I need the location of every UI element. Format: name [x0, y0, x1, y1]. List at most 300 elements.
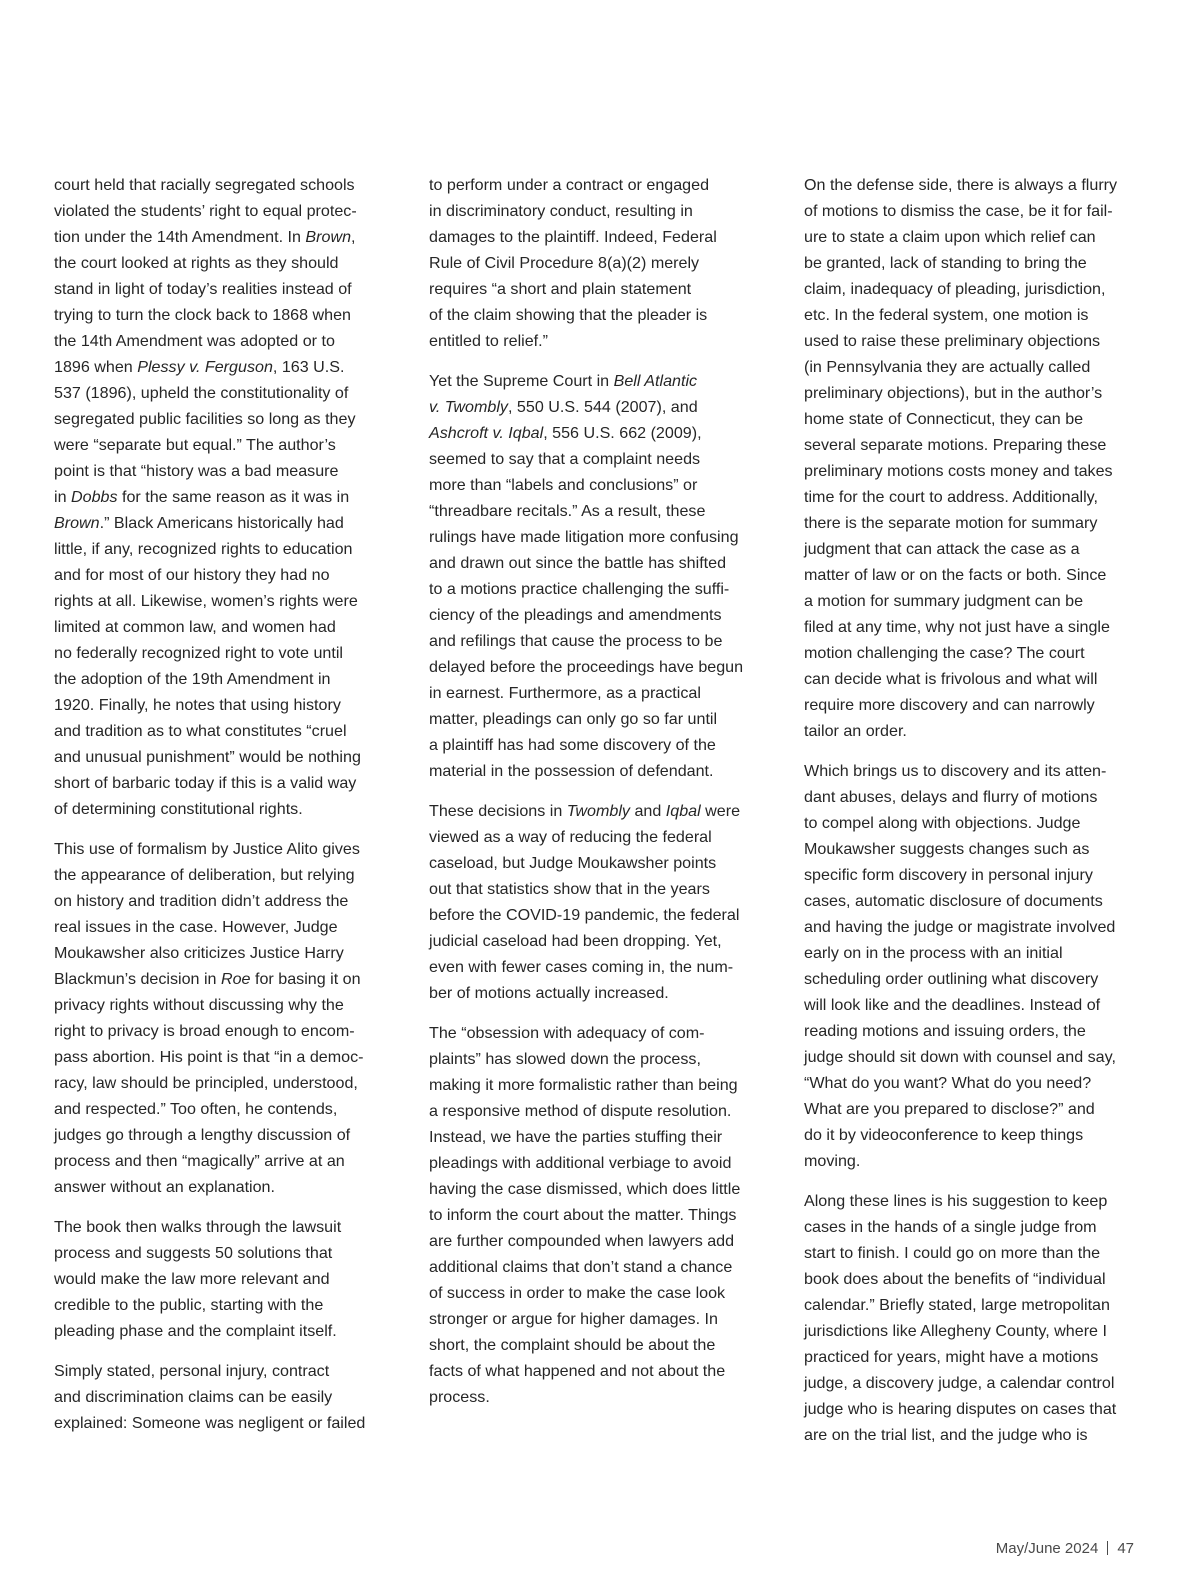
case-name-italic: Bell Atlantic — [613, 372, 698, 390]
text-segment: matter of law or on the facts or both. Since — [804, 566, 1107, 584]
text-line — [804, 1096, 1142, 1122]
text-segment: 537 (1896), upheld the constitutionality of — [54, 384, 349, 402]
text-segment: “threadbare recitals.” As a result, these — [429, 502, 706, 520]
text-line — [804, 380, 1142, 406]
text-line — [54, 744, 392, 770]
text-line — [804, 198, 1142, 224]
text-segment: jurisdictions like Allegheny County, where I — [804, 1322, 1107, 1340]
text-segment: there is the separate motion for summary — [804, 514, 1098, 532]
text-line — [54, 1214, 392, 1240]
text-segment: preliminary motions costs money and takes — [804, 462, 1113, 480]
text-segment: no federally recognized right to vote until — [54, 644, 343, 662]
text-segment: tion under the 14th Amendment. In — [54, 228, 306, 246]
text-segment: On the defense side, there is always a flurry — [804, 176, 1118, 194]
text-segment: judge should sit down with counsel and say, — [804, 1048, 1116, 1066]
text-segment: and having the judge or magistrate involved — [804, 918, 1116, 936]
text-line — [54, 1240, 392, 1266]
text-segment: short, the complaint should be about the — [429, 1336, 716, 1354]
text-segment: judgment that can attack the case as a — [804, 540, 1080, 558]
text-segment: Rule of Civil Procedure 8(a)(2) merely — [429, 254, 700, 272]
text-line — [429, 954, 767, 980]
text-line — [429, 198, 767, 224]
text-segment: filed at any time, why not just have a single — [804, 618, 1110, 636]
text-line — [804, 940, 1142, 966]
text-segment: used to raise these preliminary objections — [804, 332, 1101, 350]
text-segment: be granted, lack of standing to bring the — [804, 254, 1087, 272]
text-segment: ber of motions actually increased. — [429, 984, 669, 1002]
text-segment: rulings have made litigation more confusing — [429, 528, 739, 546]
text-line — [429, 654, 767, 680]
text-segment: out that statistics show that in the years — [429, 880, 710, 898]
text-segment: , 550 U.S. 544 (2007), and — [507, 398, 698, 416]
text-segment: and for most of our history they had no — [54, 566, 330, 584]
text-segment: to perform under a contract or engaged — [429, 176, 710, 194]
text-segment: of the claim showing that the pleader is — [429, 306, 708, 324]
text-segment: reading motions and issuing orders, the — [804, 1022, 1086, 1040]
text-line — [429, 498, 767, 524]
text-line — [804, 718, 1142, 744]
case-name-italic: Dobbs — [71, 488, 118, 506]
article-paragraph — [429, 798, 767, 1006]
text-segment: real issues in the case. However, Judge — [54, 918, 338, 936]
text-line — [429, 1098, 767, 1124]
text-segment: motion challenging the case? The court — [804, 644, 1085, 662]
text-segment: answer without an explanation. — [54, 1178, 275, 1196]
text-line — [804, 1422, 1142, 1448]
text-line — [429, 680, 767, 706]
text-segment: stronger or argue for higher damages. In — [429, 1310, 718, 1328]
text-segment: for the same reason as it was in — [117, 488, 350, 506]
text-segment: This use of formalism by Justice Alito gives — [54, 840, 360, 858]
text-column-middle — [429, 172, 767, 1410]
text-segment: before the COVID-19 pandemic, the federal — [429, 906, 740, 924]
text-line — [54, 302, 392, 328]
text-segment: of success in order to make the case look — [429, 1284, 726, 1302]
text-line — [429, 1306, 767, 1332]
text-line — [429, 1046, 767, 1072]
text-line — [54, 1358, 392, 1384]
text-segment: were — [700, 802, 741, 820]
text-line — [429, 1072, 767, 1098]
text-segment: early on in the process with an initial — [804, 944, 1063, 962]
text-segment: , 163 U.S. — [272, 358, 345, 376]
text-line — [804, 406, 1142, 432]
text-line — [804, 250, 1142, 276]
text-line — [804, 562, 1142, 588]
text-line — [804, 614, 1142, 640]
text-segment: entitled to relief.” — [429, 332, 548, 350]
text-line — [429, 550, 767, 576]
text-line — [429, 758, 767, 784]
text-line — [804, 784, 1142, 810]
text-segment: court held that racially segregated schools — [54, 176, 355, 194]
text-segment: cases, automatic disclosure of documents — [804, 892, 1103, 910]
page-footer — [996, 1540, 1134, 1557]
text-line — [54, 640, 392, 666]
text-line — [429, 628, 767, 654]
text-line — [54, 692, 392, 718]
text-segment: ciency of the pleadings and amendments — [429, 606, 722, 624]
case-name-italic: Brown — [305, 228, 352, 246]
text-line — [804, 302, 1142, 328]
text-segment: on history and tradition didn’t address the — [54, 892, 349, 910]
text-segment: preliminary objections), but in the author’s — [804, 384, 1103, 402]
text-segment: and refilings that cause the process to be — [429, 632, 723, 650]
text-line — [804, 1148, 1142, 1174]
text-segment: were “separate but equal.” The author’s — [54, 436, 336, 454]
text-column-left — [54, 172, 392, 1436]
text-segment: in — [54, 488, 71, 506]
page-number: 47 — [1117, 1540, 1134, 1557]
text-segment: practiced for years, might have a motions — [804, 1348, 1099, 1366]
text-line — [54, 328, 392, 354]
text-line — [429, 980, 767, 1006]
text-line — [429, 1020, 767, 1046]
text-segment: dant abuses, delays and flurry of motions — [804, 788, 1098, 806]
text-segment: having the case dismissed, which does little — [429, 1180, 741, 1198]
text-line — [54, 250, 392, 276]
text-line — [429, 394, 767, 420]
text-segment: (in Pennsylvania they are actually called — [804, 358, 1091, 376]
text-segment: material in the possession of defendant. — [429, 762, 714, 780]
text-segment: time for the court to address. Additionally, — [804, 488, 1099, 506]
text-segment: Simply stated, personal injury, contract — [54, 1362, 330, 1380]
text-segment: 1920. Finally, he notes that using history — [54, 696, 341, 714]
text-line — [804, 1188, 1142, 1214]
text-line — [804, 1122, 1142, 1148]
text-segment: specific form discovery in personal injury — [804, 866, 1093, 884]
text-line — [429, 250, 767, 276]
text-line — [54, 172, 392, 198]
text-line — [429, 824, 767, 850]
text-line — [429, 446, 767, 472]
text-segment: caseload, but Judge Moukawsher points — [429, 854, 717, 872]
text-line — [54, 992, 392, 1018]
text-line — [54, 1384, 392, 1410]
text-segment: of determining constitutional rights. — [54, 800, 303, 818]
text-segment: to a motions practice challenging the suffi- — [429, 580, 730, 598]
text-line — [429, 1202, 767, 1228]
text-segment: start to finish. I could go on more than the — [804, 1244, 1101, 1262]
text-segment: claim, inadequacy of pleading, jurisdiction, — [804, 280, 1106, 298]
text-line — [804, 640, 1142, 666]
text-segment: explained: Someone was negligent or failed — [54, 1414, 366, 1432]
case-name-italic: v. Twombly — [429, 398, 508, 416]
text-segment: judge who is hearing disputes on cases that — [804, 1400, 1117, 1418]
text-segment: delayed before the proceedings have begun — [429, 658, 744, 676]
text-segment: right to privacy is broad enough to encom- — [54, 1022, 355, 1040]
text-line — [804, 992, 1142, 1018]
text-segment: point is that “history was a bad measure — [54, 462, 339, 480]
text-segment: 1896 when — [54, 358, 138, 376]
text-line — [54, 836, 392, 862]
text-line — [804, 1396, 1142, 1422]
text-segment: and respected.” Too often, he contends, — [54, 1100, 338, 1118]
text-line — [429, 1150, 767, 1176]
text-segment: judge, a discovery judge, a calendar control — [804, 1374, 1115, 1392]
text-line — [804, 1018, 1142, 1044]
text-segment: tailor an order. — [804, 722, 907, 740]
text-line — [54, 432, 392, 458]
text-line — [429, 732, 767, 758]
text-segment: Yet the Supreme Court in — [429, 372, 614, 390]
case-name-italic: Iqbal — [665, 802, 701, 820]
text-segment: a motion for summary judgment can be — [804, 592, 1084, 610]
text-line — [54, 380, 392, 406]
text-segment: additional claims that don’t stand a chance — [429, 1258, 733, 1276]
text-line — [429, 850, 767, 876]
text-line — [54, 1096, 392, 1122]
text-line — [429, 876, 767, 902]
text-segment: , — [351, 228, 356, 246]
text-line — [54, 224, 392, 250]
text-segment: matter, pleadings can only go so far until — [429, 710, 718, 728]
text-line — [54, 1292, 392, 1318]
article-paragraph — [429, 1020, 767, 1410]
text-line — [429, 1384, 767, 1410]
text-segment: requires “a short and plain statement — [429, 280, 692, 298]
text-segment: little, if any, recognized rights to education — [54, 540, 353, 558]
text-line — [54, 1044, 392, 1070]
text-line — [804, 354, 1142, 380]
text-segment: etc. In the federal system, one motion is — [804, 306, 1089, 324]
text-segment: do it by videoconference to keep things — [804, 1126, 1084, 1144]
text-line — [804, 810, 1142, 836]
text-segment: Instead, we have the parties stuffing their — [429, 1128, 723, 1146]
text-line — [804, 1344, 1142, 1370]
text-line — [804, 1214, 1142, 1240]
text-line — [804, 966, 1142, 992]
text-segment: to inform the court about the matter. Things — [429, 1206, 737, 1224]
text-line — [804, 1240, 1142, 1266]
text-segment: segregated public facilities so long as they — [54, 410, 356, 428]
text-line — [429, 1332, 767, 1358]
text-segment: home state of Connecticut, they can be — [804, 410, 1084, 428]
text-segment: Moukawsher suggests changes such as — [804, 840, 1090, 858]
article-paragraph — [429, 368, 767, 784]
case-name-italic: Ashcroft v. Iqbal — [429, 424, 544, 442]
article-paragraph — [54, 1358, 392, 1436]
text-segment: , 556 U.S. 662 (2009), — [543, 424, 702, 442]
text-segment: plaints” has slowed down the process, — [429, 1050, 701, 1068]
text-segment: privacy rights without discussing why the — [54, 996, 344, 1014]
text-segment: scheduling order outlining what discovery — [804, 970, 1099, 988]
text-line — [429, 420, 767, 446]
text-segment: even with fewer cases coming in, the num- — [429, 958, 734, 976]
text-line — [804, 224, 1142, 250]
text-segment: rights at all. Likewise, women’s rights were — [54, 592, 358, 610]
text-segment: the court looked at rights as they should — [54, 254, 339, 272]
text-line — [804, 914, 1142, 940]
text-segment: limited at common law, and women had — [54, 618, 336, 636]
text-line — [54, 484, 392, 510]
text-segment: seemed to say that a complaint needs — [429, 450, 701, 468]
text-segment: stand in light of today’s realities instead of — [54, 280, 352, 298]
text-segment: can decide what is frivolous and what will — [804, 670, 1098, 688]
text-line — [804, 888, 1142, 914]
text-line — [804, 328, 1142, 354]
text-line — [804, 1318, 1142, 1344]
footer-divider — [1107, 1541, 1108, 1555]
text-segment: pleadings with additional verbiage to avoid — [429, 1154, 732, 1172]
text-line — [429, 524, 767, 550]
text-line — [804, 1070, 1142, 1096]
text-segment: require more discovery and can narrowly — [804, 696, 1095, 714]
text-line — [804, 1292, 1142, 1318]
text-segment: facts of what happened and not about the — [429, 1362, 726, 1380]
text-line — [429, 276, 767, 302]
text-segment: damages to the plaintiff. Indeed, Federal — [429, 228, 717, 246]
text-segment: the adoption of the 19th Amendment in — [54, 670, 331, 688]
text-line — [804, 692, 1142, 718]
article-paragraph — [804, 172, 1142, 744]
text-segment: process and suggests 50 solutions that — [54, 1244, 333, 1262]
text-segment: racy, law should be principled, understood, — [54, 1074, 358, 1092]
text-segment: several separate motions. Preparing these — [804, 436, 1107, 454]
text-line — [54, 1318, 392, 1344]
text-line — [804, 172, 1142, 198]
text-line — [54, 536, 392, 562]
text-line — [429, 1176, 767, 1202]
text-line — [54, 770, 392, 796]
text-segment: in discriminatory conduct, resulting in — [429, 202, 693, 220]
text-line — [429, 1228, 767, 1254]
text-segment: of motions to dismiss the case, be it for fail- — [804, 202, 1113, 220]
text-line — [804, 510, 1142, 536]
text-line — [429, 1280, 767, 1306]
text-line — [429, 1358, 767, 1384]
text-line — [54, 940, 392, 966]
text-column-right — [804, 172, 1142, 1448]
text-line — [54, 614, 392, 640]
text-line — [429, 928, 767, 954]
text-line — [804, 1266, 1142, 1292]
text-line — [54, 666, 392, 692]
text-line — [804, 666, 1142, 692]
text-line — [54, 458, 392, 484]
text-segment: for basing it on — [250, 970, 361, 988]
text-line — [429, 368, 767, 394]
text-line — [429, 224, 767, 250]
text-segment: Which brings us to discovery and its atten- — [804, 762, 1107, 780]
text-segment: ure to state a claim upon which relief can — [804, 228, 1096, 246]
text-segment: to compel along with objections. Judge — [804, 814, 1081, 832]
text-segment: a responsive method of dispute resolution. — [429, 1102, 732, 1120]
text-line — [54, 198, 392, 224]
text-line — [54, 1070, 392, 1096]
text-line — [429, 706, 767, 732]
text-segment: Along these lines is his suggestion to keep — [804, 1192, 1108, 1210]
text-segment: and unusual punishment” would be nothing — [54, 748, 361, 766]
text-line — [54, 718, 392, 744]
article-paragraph — [429, 172, 767, 354]
text-line — [429, 798, 767, 824]
text-segment: a plaintiff has had some discovery of the — [429, 736, 716, 754]
text-line — [54, 888, 392, 914]
text-segment: are on the trial list, and the judge who is — [804, 1426, 1088, 1444]
text-segment: more than “labels and conclusions” or — [429, 476, 698, 494]
text-line — [429, 328, 767, 354]
text-segment: in earnest. Furthermore, as a practical — [429, 684, 701, 702]
text-line — [804, 862, 1142, 888]
text-segment: book does about the benefits of “individual — [804, 1270, 1106, 1288]
text-line — [429, 602, 767, 628]
case-name-italic: Plessy v. Ferguson — [137, 358, 273, 376]
article-paragraph — [54, 172, 392, 822]
text-segment: The book then walks through the lawsuit — [54, 1218, 342, 1236]
article-paragraph — [804, 758, 1142, 1174]
text-line — [54, 510, 392, 536]
text-line — [54, 1410, 392, 1436]
text-line — [54, 1266, 392, 1292]
text-segment: Blackmun’s decision in — [54, 970, 221, 988]
text-segment: What are you prepared to disclose?” and — [804, 1100, 1095, 1118]
text-segment: judges go through a lengthy discussion of — [54, 1126, 351, 1144]
text-segment: pleading phase and the complaint itself. — [54, 1322, 337, 1340]
text-segment: judicial caseload had been dropping. Yet, — [429, 932, 722, 950]
text-segment: the appearance of deliberation, but relying — [54, 866, 355, 884]
text-line — [54, 966, 392, 992]
text-segment: process and then “magically” arrive at an — [54, 1152, 345, 1170]
text-segment: moving. — [804, 1152, 861, 1170]
text-line — [804, 1044, 1142, 1070]
issue-date: May/June 2024 — [995, 1540, 1099, 1557]
text-segment: and drawn out since the battle has shifted — [429, 554, 727, 572]
text-line — [429, 172, 767, 198]
text-line — [429, 902, 767, 928]
text-line — [429, 1254, 767, 1280]
text-line — [804, 836, 1142, 862]
text-segment: credible to the public, starting with the — [54, 1296, 324, 1314]
text-line — [804, 1370, 1142, 1396]
text-line — [429, 302, 767, 328]
text-line — [54, 1018, 392, 1044]
text-line — [54, 862, 392, 888]
text-segment: the 14th Amendment was adopted or to — [54, 332, 335, 350]
article-paragraph — [54, 836, 392, 1200]
text-line — [54, 1174, 392, 1200]
text-segment: calendar.” Briefly stated, large metropolitan — [804, 1296, 1110, 1314]
text-segment: The “obsession with adequacy of com- — [429, 1024, 705, 1042]
text-line — [54, 1122, 392, 1148]
text-segment: violated the students’ right to equal protec- — [54, 202, 357, 220]
text-line — [54, 1148, 392, 1174]
text-line — [54, 562, 392, 588]
case-name-italic: Twombly — [566, 802, 630, 820]
text-segment: would make the law more relevant and — [54, 1270, 330, 1288]
text-line — [54, 914, 392, 940]
text-segment: will look like and the deadlines. Instead of — [804, 996, 1101, 1014]
text-segment: viewed as a way of reducing the federal — [429, 828, 712, 846]
text-line — [804, 758, 1142, 784]
text-segment: process. — [429, 1388, 490, 1406]
text-line — [54, 354, 392, 380]
article-paragraph — [804, 1188, 1142, 1448]
text-line — [804, 536, 1142, 562]
text-line — [804, 276, 1142, 302]
text-line — [54, 796, 392, 822]
case-name-italic: Roe — [220, 970, 251, 988]
text-line — [54, 406, 392, 432]
text-line — [54, 276, 392, 302]
text-line — [54, 588, 392, 614]
text-segment: and tradition as to what constitutes “cruel — [54, 722, 347, 740]
text-segment: short of barbaric today if this is a valid way — [54, 774, 357, 792]
text-segment: Moukawsher also criticizes Justice Harry — [54, 944, 344, 962]
text-segment: making it more formalistic rather than being — [429, 1076, 738, 1094]
text-line — [804, 484, 1142, 510]
text-segment: and discrimination claims can be easily — [54, 1388, 333, 1406]
